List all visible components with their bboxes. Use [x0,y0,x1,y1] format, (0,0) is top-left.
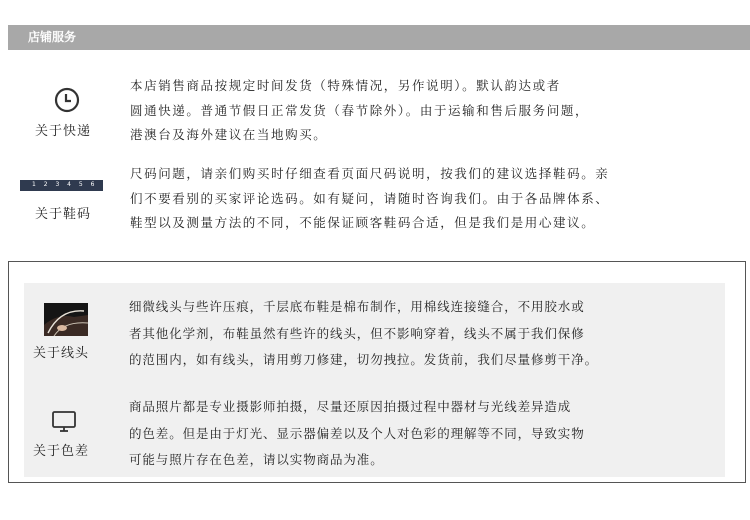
ruler-marks: 1 2 3 4 5 6 [32,181,98,188]
thread-text [129,294,598,374]
thread-line: 细微线头与些许压痕，千层底布鞋是棉布制作，用棉线连接缝合，不用胶水或 [129,299,585,314]
size-label: 关于鞋码 [35,207,92,222]
size-text [130,162,609,236]
thread-photo-icon [44,303,88,336]
thread-label: 关于线头 [33,346,90,361]
color-line: 可能与照片存在色差，请以实物商品为准。 [129,452,384,467]
delivery-line: 圆通快递。普通节假日正常发货（春节除外）。由于运输和售后服务问题， [130,102,590,118]
size-line: 尺码问题，请亲们购买时仔细查看页面尺码说明，按我们的建议选择鞋码。亲 [130,166,610,181]
color-label: 关于色差 [33,444,90,459]
color-line: 商品照片都是专业摄影师拍摄，尽量还原因拍摄过程中器材与光线差异造成 [129,399,572,414]
section-title: 店铺服务 [28,30,77,44]
delivery-line: 港澳台及海外建议在当地购买。 [130,127,328,142]
monitor-icon [51,410,77,434]
ruler-icon [20,180,103,191]
color-line: 的色差。但是由于灯光、显示器偏差以及个人对色彩的理解等不同，导致实物 [129,425,585,441]
clock-icon [52,85,82,115]
delivery-label: 关于快递 [35,124,92,139]
thread-line: 的范围内，如有线头，请用剪刀修建，切勿拽拉。发货前，我们尽量修剪干净。 [129,352,599,367]
header-bar [8,25,750,50]
size-line: 鞋型以及测量方法的不同，不能保证顾客鞋码合适，但是我们是用心建议。 [130,215,596,230]
delivery-text [130,74,589,148]
thread-line: 者其他化学剂，布鞋虽然有些许的线头，但不影响穿着，线头不属于我们保修 [129,325,585,341]
delivery-line: 本店销售商品按规定时间发货（特殊情况，另作说明）。默认韵达或者 [130,78,561,93]
size-line: 们不要看别的买家评论选码。如有疑问，请随时咨询我们。由于各品牌体系、 [130,190,610,206]
color-text [129,394,585,474]
